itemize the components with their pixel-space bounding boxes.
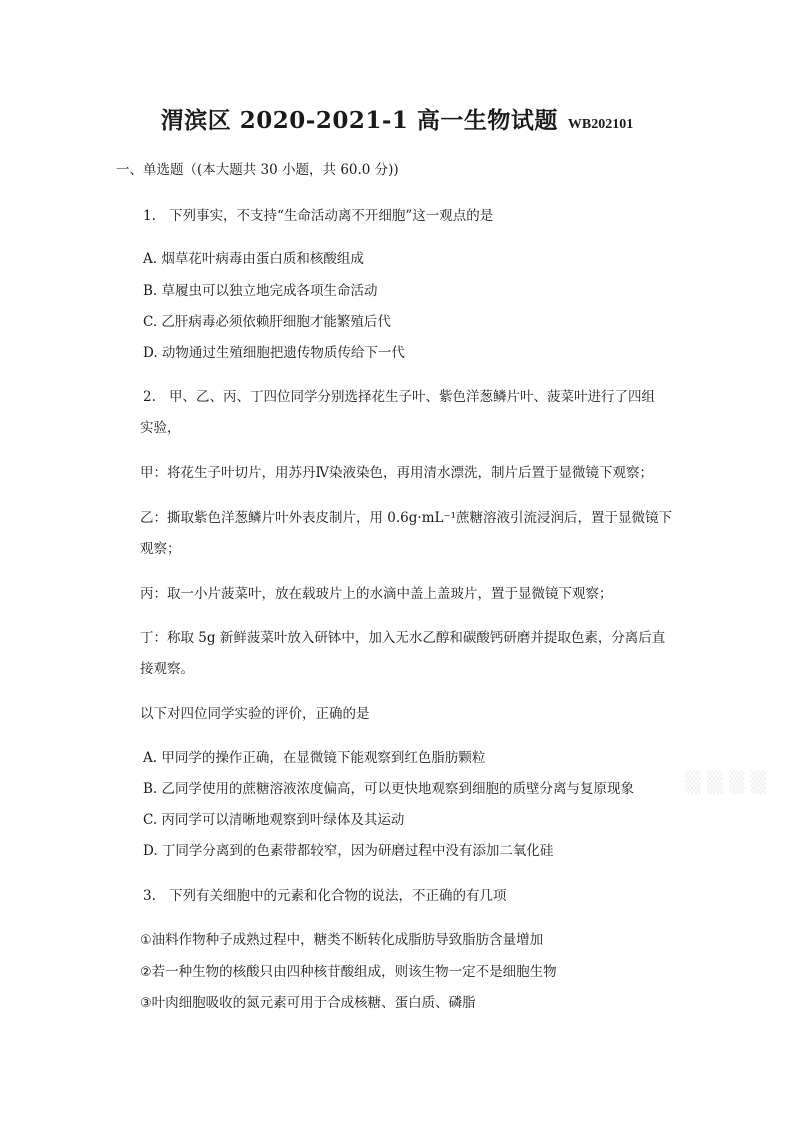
question-number: 3. <box>143 888 156 904</box>
question-2-stem <box>143 385 655 405</box>
q2-option-d: D. 丁同学分离到的色素带都较窄，因为研磨过程中没有添加二氧化硅 <box>143 843 554 859</box>
page-title <box>0 102 794 135</box>
section-heading: 一、单选题（(本大题共 30 小题，共 60.0 分)) <box>116 162 399 178</box>
q1-option-b: B. 草履虫可以独立地完成各项生命活动 <box>143 283 378 299</box>
q3-statement-3 <box>140 991 476 1011</box>
statement-text: 叶肉细胞吸收的氮元素可用于合成核糖、蛋白质、磷脂 <box>151 995 476 1011</box>
question-number: 2. <box>143 389 156 405</box>
q3-statement-1 <box>140 928 543 948</box>
q3-statement-2 <box>140 960 557 980</box>
q2-option-c: C. 丙同学可以清晰地观察到叶绿体及其运动 <box>143 812 405 828</box>
circled-number-2: ② <box>140 965 152 980</box>
question-3-stem <box>143 884 507 904</box>
question-1-stem <box>143 204 493 224</box>
question-text: 下列事实，不支持“生命活动离不开细胞”这一观点的是 <box>169 208 494 224</box>
q1-option-d: D. 动物通过生殖细胞把遗传物质传给下一代 <box>143 345 405 361</box>
statement-text: 油料作物种子成熟过程中，糖类不断转化成脂肪导致脂肪含量增加 <box>151 932 544 948</box>
statement-text: 若一种生物的核酸只由四种核苷酸组成，则该生物一定不是细胞生物 <box>151 964 557 980</box>
experiment-ding-continued: 接观察。 <box>140 661 194 677</box>
question-2-prompt: 以下对四位同学实验的评价，正确的是 <box>140 706 370 722</box>
q2-option-b: B. 乙同学使用的蔗糖溶液浓度偏高，可以更快地观察到细胞的质壁分离与复原现象 <box>143 781 635 797</box>
exam-code: WB202101 <box>567 117 634 132</box>
experiment-bing: 丙：取一小片菠菜叶，放在载玻片上的水滴中盖上盖玻片，置于显微镜下观察； <box>140 586 613 602</box>
exam-title: 渭滨区 2020-2021-1 高一生物试题 <box>160 107 558 134</box>
experiment-ding: 丁：称取 5g 新鲜菠菜叶放入研钵中，加入无水乙醇和碳酸钙研磨并提取色素，分离后直 <box>140 630 666 646</box>
experiment-yi: 乙：撕取紫色洋葱鳞片叶外表皮制片，用 0.6g·mL⁻¹蔗糖溶液引流浸润后，置于显微镜下 <box>140 510 672 526</box>
question-text: 下列有关细胞中的元素和化合物的说法，不正确的有几项 <box>169 888 507 904</box>
question-text: 甲、乙、丙、丁四位同学分别选择花生子叶、紫色洋葱鳞片叶、菠菜叶进行了四组 <box>169 389 655 405</box>
circled-number-1: ① <box>140 933 152 948</box>
q2-option-a: A. 甲同学的操作正确，在显微镜下能观察到红色脂肪颗粒 <box>143 750 486 766</box>
watermark: ▒ ▒ ▒ ▒ <box>685 770 766 794</box>
experiment-yi-continued: 观察； <box>140 541 181 557</box>
q1-option-a: A. 烟草花叶病毒由蛋白质和核酸组成 <box>143 251 364 267</box>
question-number: 1. <box>143 208 156 224</box>
experiment-jia: 甲：将花生子叶切片，用苏丹Ⅳ染液染色，再用清水漂洗，制片后置于显微镜下观察； <box>140 465 653 481</box>
question-2-stem-continued: 实验， <box>140 420 181 436</box>
circled-number-3: ③ <box>140 996 152 1011</box>
q1-option-c: C. 乙肝病毒必须依赖肝细胞才能繁殖后代 <box>143 314 391 330</box>
